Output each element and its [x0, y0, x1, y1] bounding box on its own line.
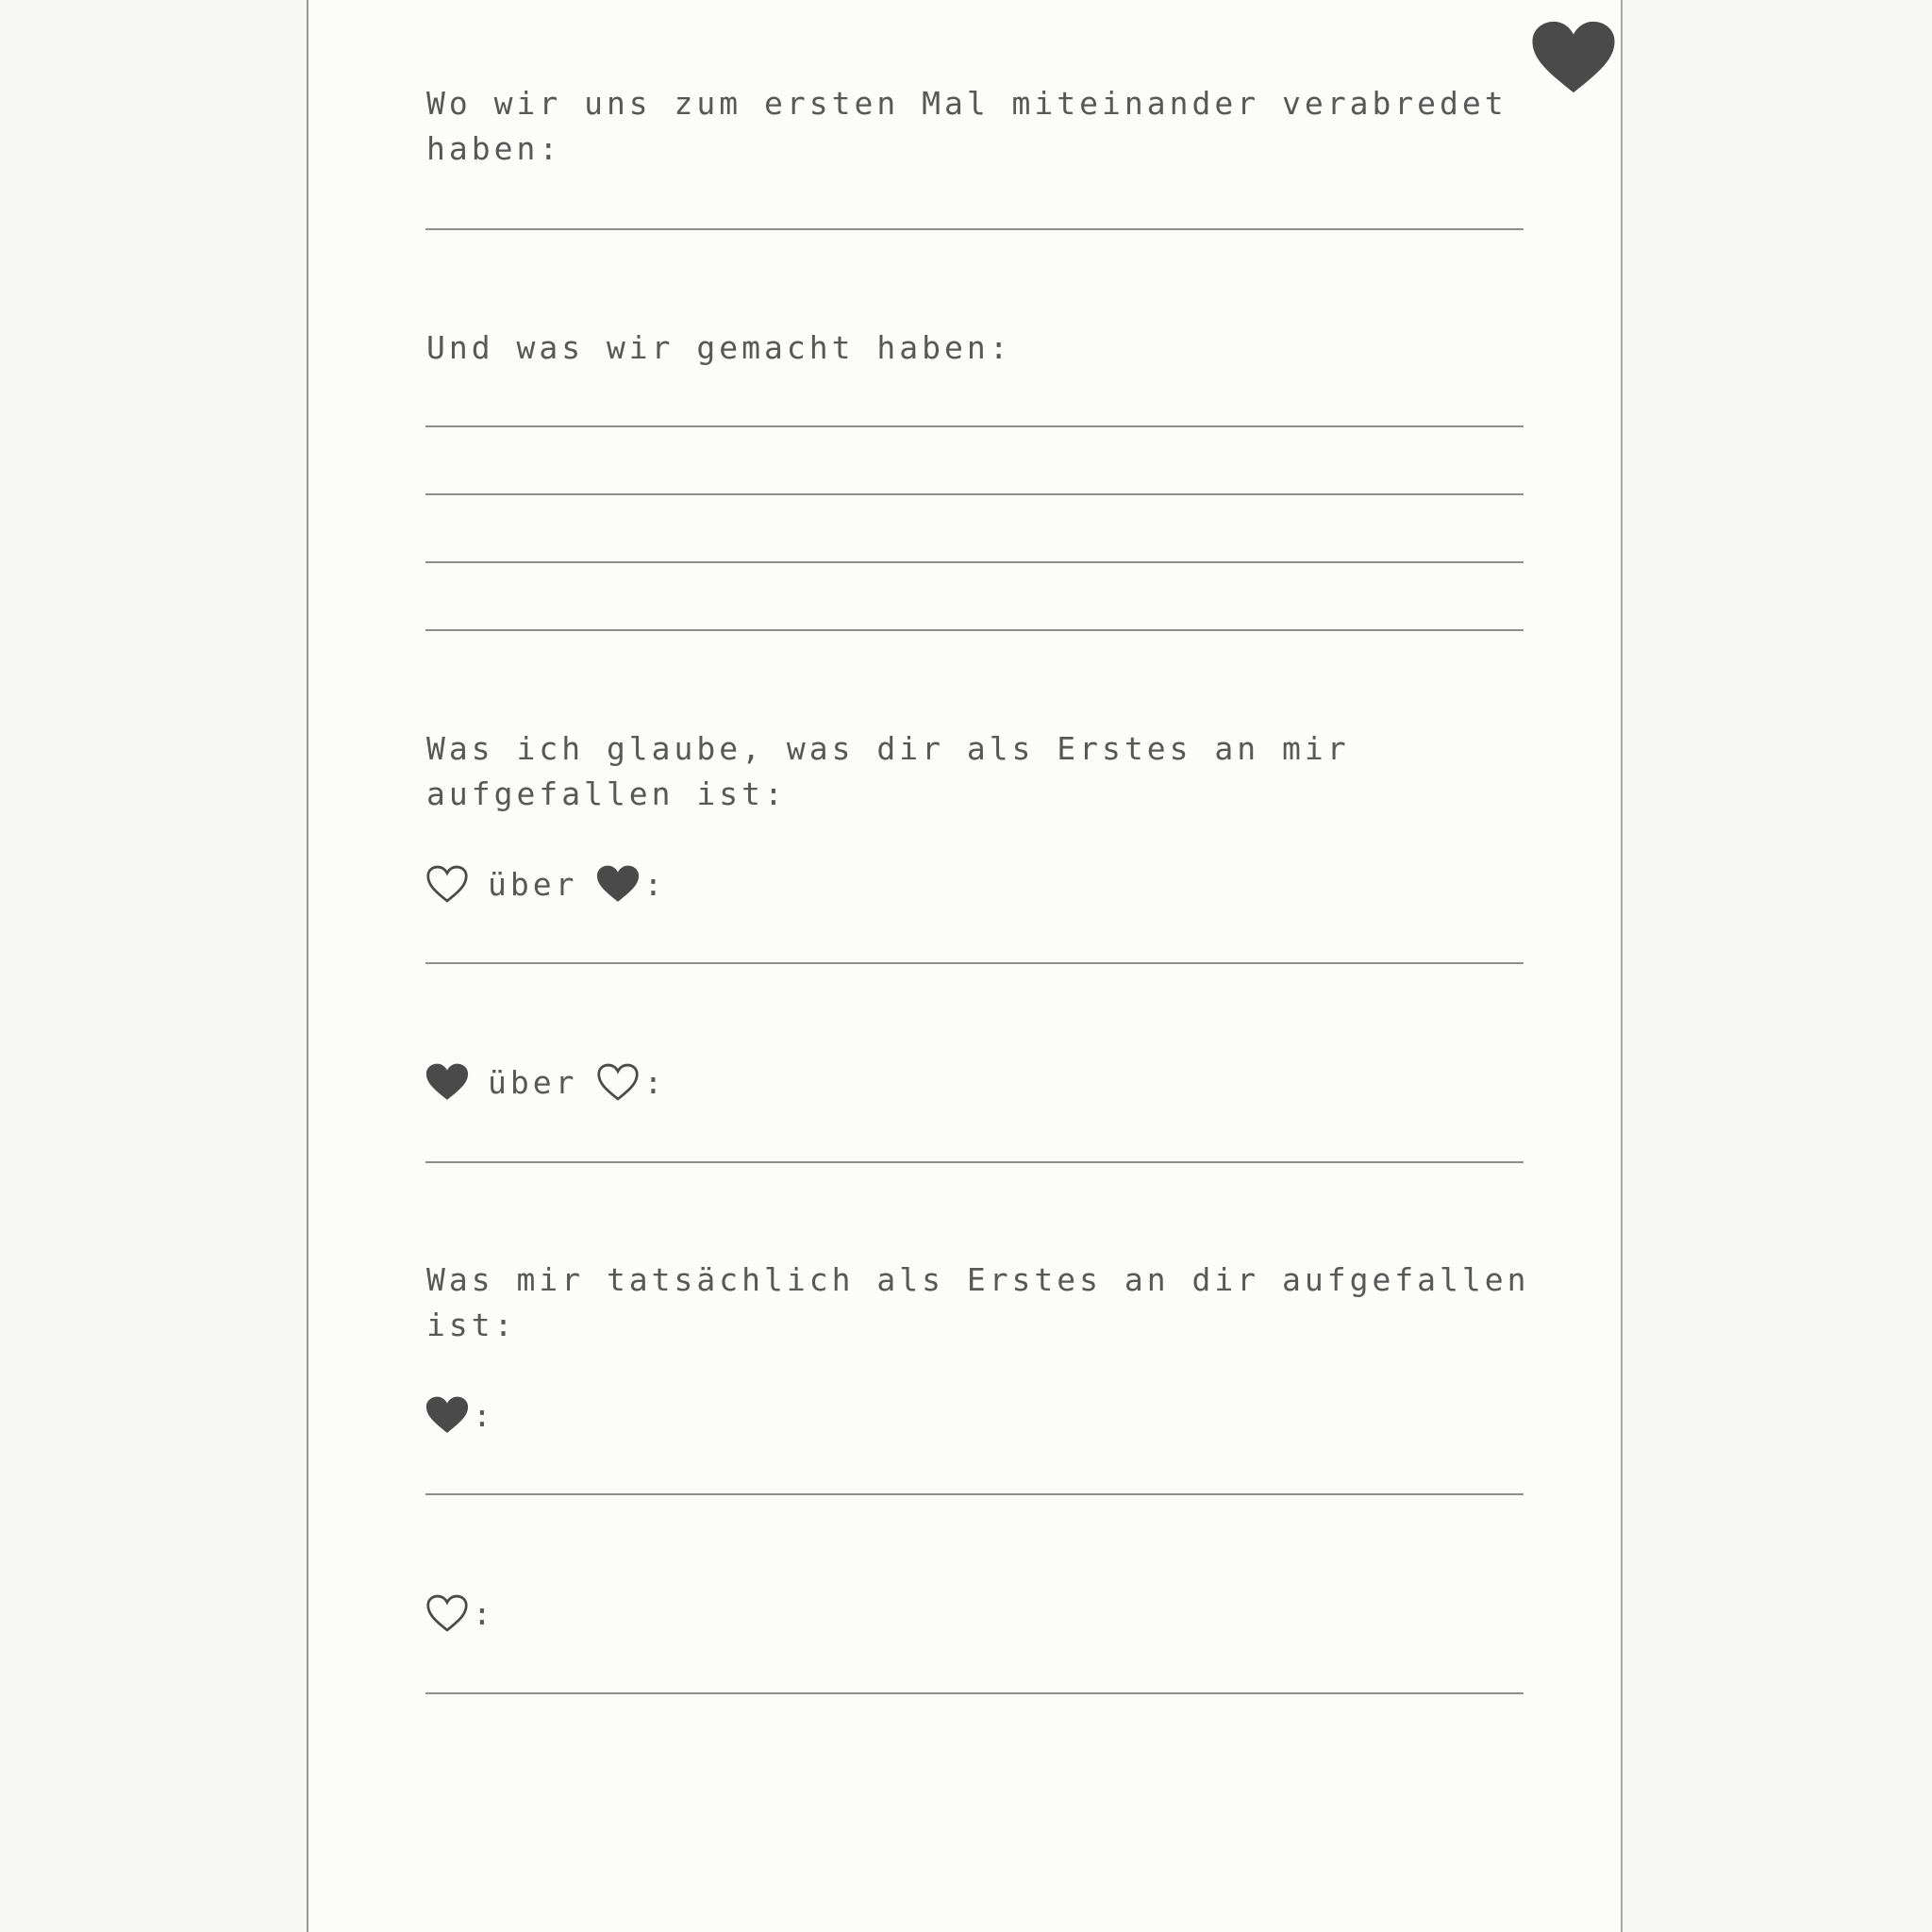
heart-outline-icon — [425, 1593, 469, 1633]
heart-outline-icon — [596, 1062, 640, 1102]
heart-filled-icon — [425, 1062, 469, 1102]
answer-line[interactable] — [425, 629, 1524, 631]
answer-line[interactable] — [425, 561, 1524, 563]
heart-filled-icon — [596, 864, 640, 904]
ueber-label: über — [488, 865, 578, 903]
answer-line[interactable] — [425, 228, 1524, 230]
answer-line[interactable] — [425, 493, 1524, 495]
question-first-date-place: Wo wir uns zum ersten Mal miteinander verabredet haben: — [426, 85, 1507, 167]
colon: : — [643, 865, 667, 903]
heart-filled-icon — [425, 1395, 469, 1435]
heart-row-filled-about-outline — [425, 1059, 666, 1105]
colon: : — [643, 1063, 667, 1101]
answer-line[interactable] — [425, 425, 1524, 427]
journal-page — [307, 0, 1623, 1932]
answer-line[interactable] — [425, 1493, 1524, 1495]
answer-line[interactable] — [425, 1161, 1524, 1163]
question-what-we-did: Und was wir gemacht haben: — [426, 329, 1012, 366]
heart-row-outline — [425, 1591, 495, 1636]
answer-line[interactable] — [425, 1692, 1524, 1694]
heart-row-filled — [425, 1392, 495, 1438]
heart-row-outline-about-filled — [425, 861, 666, 907]
question-first-impression-guess: Was ich glaube, was dir als Erstes an mir aufgefallen ist: — [426, 730, 1350, 812]
question-actual-first-impression: Was mir tatsächlich als Erstes an dir aufgefallen ist: — [426, 1261, 1530, 1343]
heart-outline-icon — [425, 864, 469, 904]
ueber-label: über — [488, 1063, 578, 1101]
colon: : — [473, 1396, 495, 1434]
answer-line[interactable] — [425, 962, 1524, 964]
colon: : — [473, 1594, 495, 1632]
